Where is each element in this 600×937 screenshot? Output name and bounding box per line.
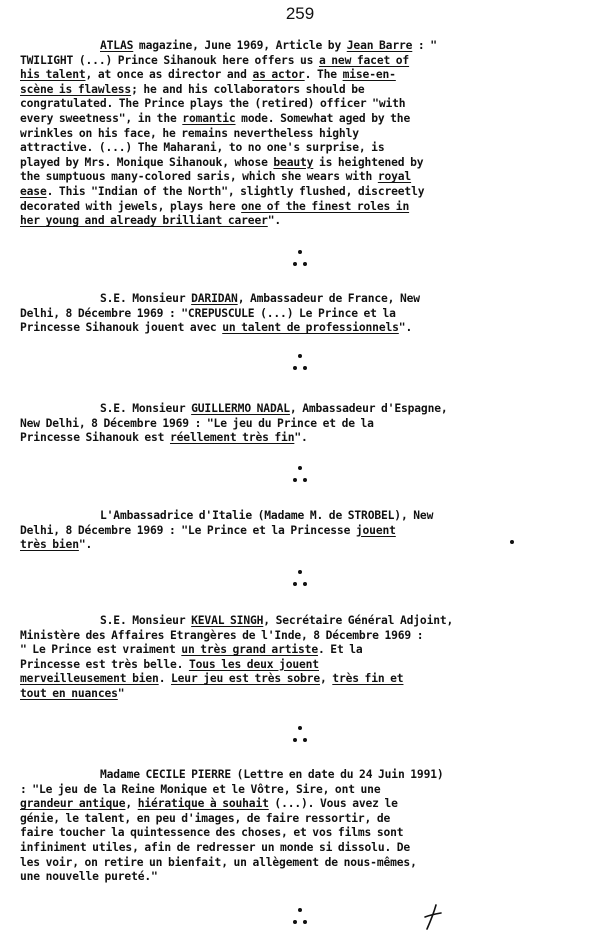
text-run: : "	[412, 39, 437, 52]
quote-cecile-pierre	[20, 768, 592, 885]
text-line	[20, 214, 592, 229]
text-run: "	[117, 686, 125, 700]
text-run: decorated with jewels, plays here	[20, 199, 242, 213]
text-run: is heightened by	[313, 155, 424, 169]
text-line	[20, 841, 592, 856]
text-line	[20, 524, 592, 539]
text-run: TWILIGHT (...) Prince Sihanouk here offers us	[20, 53, 319, 67]
text-run: Ministère des Affaires Etrangères de l'Inde, 8 Décembre 1969 :	[20, 628, 424, 642]
text-line	[20, 68, 592, 83]
text-run: congratulated. The Prince plays the (retired) officer "with	[20, 97, 406, 111]
text-run: attractive. (...) The Maharani, to no one's surprise, is	[20, 141, 385, 155]
text-run: génie, le talent, en peu d'images, de faire ressortir, de	[20, 811, 391, 825]
text-line	[20, 509, 592, 524]
text-run: , Ambassadeur de France, New	[237, 292, 420, 305]
underlined-text: tout en nuances	[20, 686, 118, 700]
underlined-text: KEVAL SINGH	[191, 614, 264, 627]
text-line	[20, 870, 592, 885]
text-line	[20, 856, 592, 871]
quote-guillermo-nadal	[20, 402, 592, 446]
section-separator-dots	[289, 250, 311, 272]
text-line	[20, 307, 592, 322]
text-run: New Delhi, 8 Décembre 1969 : "Le jeu du Prince et de la	[20, 416, 374, 430]
text-line	[20, 54, 592, 69]
text-run: Delhi, 8 Décembre 1969 : "Le Prince et la Princesse	[20, 523, 356, 537]
quote-daridan	[20, 292, 592, 336]
quote-atlas-magazine	[20, 39, 592, 229]
underlined-text: DARIDAN	[191, 292, 238, 305]
text-run: magazine, June 1969, Article by	[133, 39, 347, 52]
text-line	[20, 402, 592, 417]
text-run: les voir, on retire un bienfait, un allègement de nous-mêmes,	[20, 855, 417, 869]
text-line	[20, 826, 592, 841]
text-run: played by Mrs. Monique Sihanouk, whose	[20, 155, 274, 169]
underlined-text: her young and already brilliant career	[20, 214, 268, 228]
section-separator-dots	[289, 354, 311, 376]
text-line	[20, 658, 592, 673]
section-separator-dots	[289, 466, 311, 488]
underlined-text: Tous les deux jouent	[188, 657, 319, 671]
text-line	[20, 83, 592, 98]
text-run: , Ambassadeur d'Espagne,	[289, 402, 448, 415]
text-run: . The	[304, 68, 343, 82]
text-line	[20, 170, 592, 185]
text-run: , Secrétaire Général Adjoint,	[263, 614, 454, 627]
text-run: : "Le jeu de la Reine Monique et le Vôtre, Sire, ont une	[20, 782, 381, 796]
text-line	[20, 292, 592, 307]
quote-ambassadrice-italie	[20, 509, 592, 553]
text-line	[20, 156, 592, 171]
underlined-text: one of the finest roles in	[241, 199, 410, 213]
text-run: wrinkles on his face, he remains nevertheless highly	[20, 126, 359, 140]
text-line	[20, 39, 592, 54]
text-run: faire toucher la quintessence des choses, et vos films sont	[20, 826, 404, 840]
text-line	[20, 768, 592, 783]
section-separator-dots	[289, 726, 311, 748]
text-line	[20, 783, 592, 798]
handwritten-initial-mark	[422, 904, 444, 930]
underlined-text: royal	[377, 170, 412, 184]
underlined-text: un talent de professionnels	[222, 321, 399, 335]
text-line	[20, 112, 592, 127]
text-run: S.E. Monsieur	[100, 292, 192, 305]
underlined-text: beauty	[273, 155, 314, 169]
underlined-text: un très grand artiste	[181, 643, 318, 657]
text-run: infiniment utiles, afin de redresser un monde si dissolu. De	[20, 840, 411, 854]
text-run: Princesse est très belle.	[20, 657, 189, 671]
underlined-text: très bien	[20, 538, 79, 552]
underlined-text: Jean Barre	[346, 39, 413, 52]
underlined-text: très fin et	[332, 672, 404, 686]
text-run: ; he and his collaborators should be	[131, 82, 365, 96]
stray-ink-mark	[510, 540, 514, 544]
text-line	[20, 185, 592, 200]
underlined-text: mise-en-	[342, 68, 396, 82]
text-line	[20, 200, 592, 215]
underlined-text: grandeur antique	[20, 797, 126, 811]
text-run: . Et la	[317, 643, 363, 657]
text-run: Madame CECILE PIERRE (Lettre en date du 24 Juin 1991)	[100, 768, 444, 781]
text-line	[20, 431, 592, 446]
text-run: " Le Prince est vraiment	[20, 643, 182, 657]
section-separator-dots	[289, 908, 311, 930]
page-number: 259	[285, 4, 315, 23]
text-line	[20, 687, 592, 702]
text-line	[20, 812, 592, 827]
underlined-text: GUILLERMO NADAL	[191, 402, 290, 415]
text-run: ".	[78, 538, 93, 552]
underlined-text: his talent	[20, 68, 86, 82]
section-separator-dots	[289, 570, 311, 592]
text-run: ".	[267, 214, 282, 228]
text-run: ".	[398, 321, 413, 335]
text-run: L'Ambassadrice d'Italie (Madame M. de STROBEL), New	[100, 509, 434, 522]
text-run: une nouvelle pureté."	[20, 870, 158, 884]
text-line	[20, 538, 592, 553]
text-run: ".	[294, 431, 308, 445]
text-line	[20, 797, 592, 812]
text-run: .	[158, 672, 171, 686]
underlined-text: merveilleusement bien	[20, 672, 159, 686]
underlined-text: scène is flawless	[20, 82, 132, 96]
underlined-text: jouent	[355, 523, 396, 537]
text-run: S.E. Monsieur	[100, 402, 192, 415]
text-run: , at once as director and	[85, 68, 253, 82]
text-run: ,	[319, 672, 333, 686]
text-run: Princesse Sihanouk est	[20, 431, 170, 445]
text-run: (...). Vous avez le	[268, 797, 398, 811]
text-run: ,	[125, 797, 138, 811]
text-line	[20, 629, 592, 644]
text-line	[20, 321, 592, 336]
text-line	[20, 141, 592, 156]
text-line	[20, 97, 592, 112]
text-line	[20, 417, 592, 432]
text-line	[20, 672, 592, 687]
text-run: Delhi, 8 Décembre 1969 : "CREPUSCULE (...) Le Prince et la	[20, 306, 396, 320]
underlined-text: réellement très fin	[169, 431, 295, 445]
text-line	[20, 614, 592, 629]
text-run: every sweetness", in the	[20, 111, 183, 125]
underlined-text: hiératique à souhait	[137, 797, 269, 811]
text-line	[20, 643, 592, 658]
underlined-text: as actor	[252, 68, 305, 82]
text-run: mode. Somewhat aged by the	[235, 111, 411, 125]
text-run: S.E. Monsieur	[100, 614, 192, 627]
text-run: the sumptuous many-colored saris, which she wears with	[20, 170, 378, 184]
quote-keval-singh	[20, 614, 592, 702]
underlined-text: Leur jeu est très sobre	[171, 672, 320, 686]
text-run: . This "Indian of the North", slightly flushed, discreetly	[46, 184, 425, 198]
underlined-text: ease	[20, 184, 47, 198]
underlined-text: a new facet of	[318, 53, 410, 67]
text-run: Princesse Sihanouk jouent avec	[20, 321, 223, 335]
underlined-text: ATLAS	[100, 39, 134, 52]
text-line	[20, 127, 592, 142]
underlined-text: romantic	[182, 111, 236, 125]
